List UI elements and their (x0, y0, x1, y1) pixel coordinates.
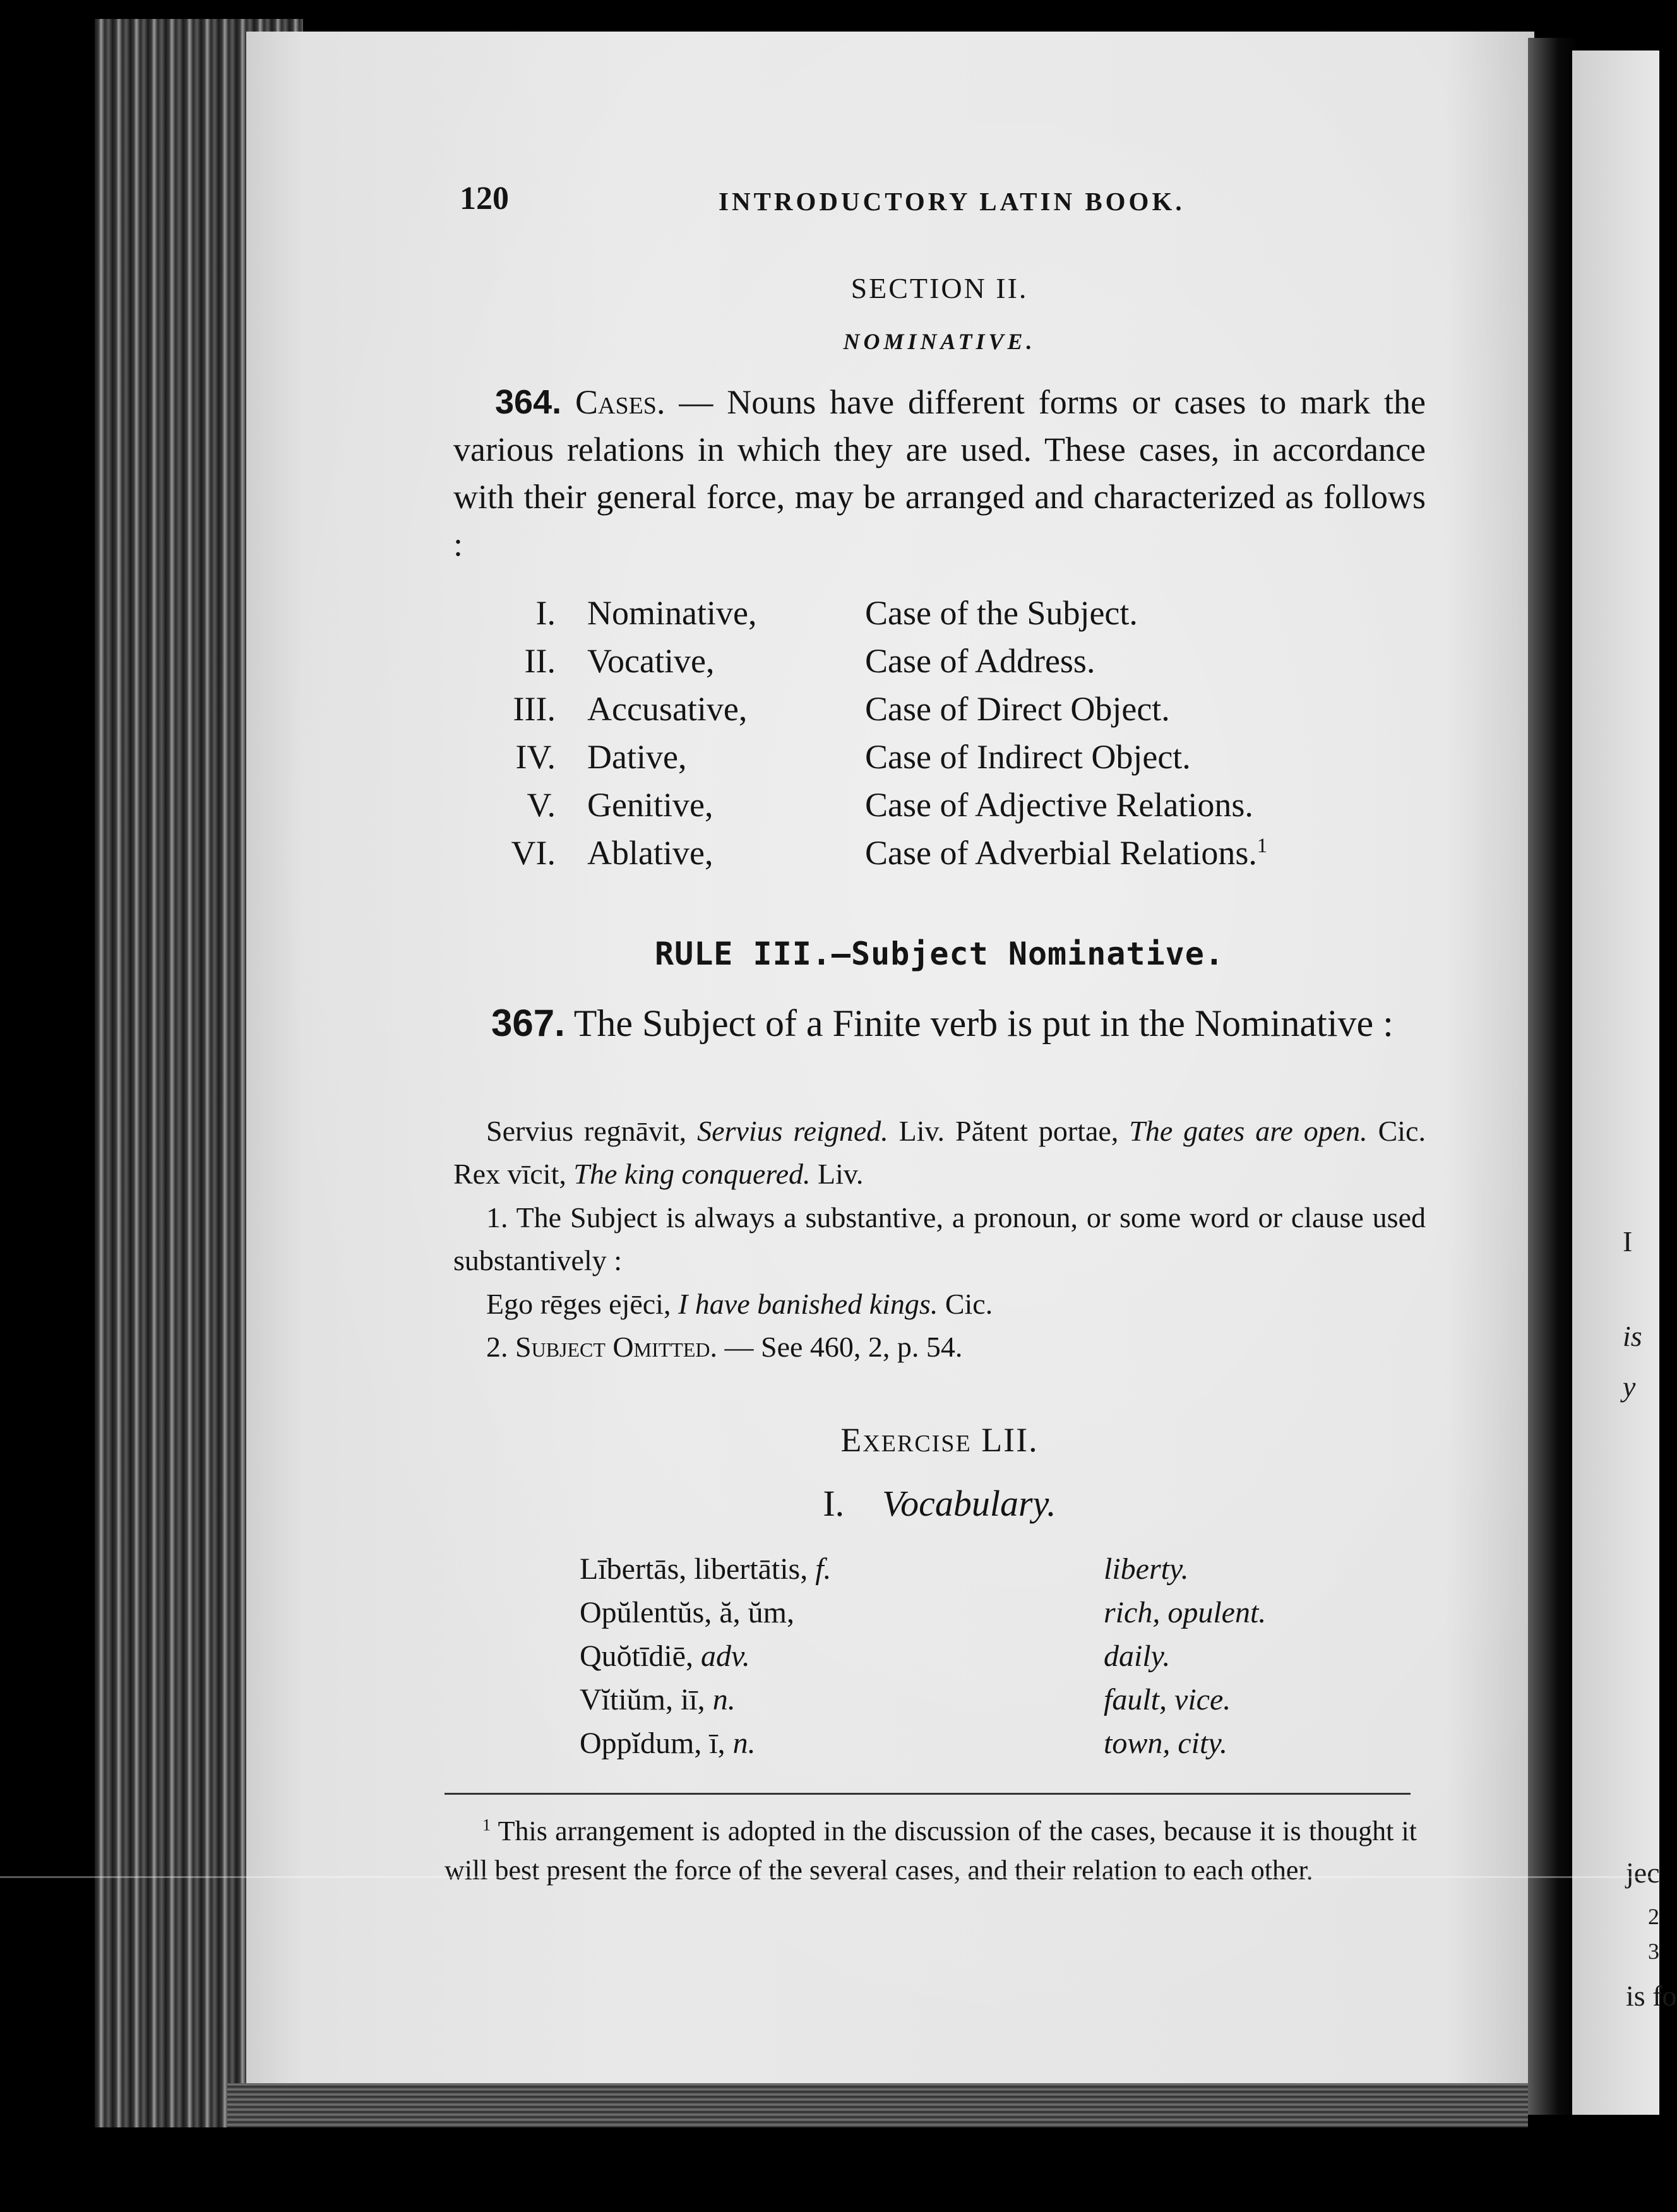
latin-example: Rex vīcit, (453, 1158, 574, 1190)
case-row (480, 689, 1364, 737)
footnote-marker: 1 (482, 1815, 491, 1834)
latin-word: Lībertās, libertātis, (580, 1552, 816, 1586)
case-description: Case of Address. (865, 642, 1095, 680)
vocabulary-number: I. (823, 1483, 845, 1524)
exercise-title: Exercise LII. (840, 1421, 1039, 1459)
page-number: 120 (460, 181, 509, 217)
case-name: Genitive, (587, 786, 713, 824)
book-title: INTRODUCTORY LATIN BOOK. (719, 187, 1185, 216)
example-block-1 (453, 1110, 1426, 1196)
english-translation: I have banished kings. (677, 1288, 938, 1320)
paragraph-text: The Subject of a Finite verb is put in the Nominative : (564, 1002, 1394, 1044)
case-name: Vocative, (587, 642, 715, 680)
grammar-tag: n. (712, 1683, 736, 1716)
facing-page-fragment: y (1623, 1371, 1636, 1403)
vocabulary-english: fault, vice. (1104, 1683, 1231, 1716)
case-description: Case of the Subject. (865, 594, 1138, 632)
note-text: — See 460, 2, p. 54. (717, 1331, 963, 1363)
facing-page-fragment: I (1623, 1225, 1633, 1258)
grammar-tag: f. (815, 1552, 832, 1586)
latin-word: Quŏtīdiē, (580, 1639, 701, 1673)
book-gutter (1528, 38, 1579, 2115)
vocabulary-latin (580, 1639, 750, 1674)
footnote (445, 1812, 1417, 1890)
facing-page-edge (1572, 51, 1677, 2115)
vocabulary-latin (580, 1682, 736, 1717)
vocabulary-heading (453, 1482, 1426, 1525)
note-number: 2. (486, 1331, 515, 1363)
latin-example: Servius regnāvit, (486, 1115, 698, 1147)
case-description-text: Case of Adverbial Relations. (865, 834, 1257, 872)
case-numeral: VI. (511, 834, 556, 872)
vocabulary-english: liberty. (1104, 1552, 1189, 1586)
paragraph-364 (453, 379, 1426, 568)
vocabulary-latin (580, 1595, 794, 1630)
case-name: Dative, (587, 738, 687, 776)
case-numeral: I. (535, 594, 556, 632)
source-citation: Cic. (1367, 1115, 1426, 1147)
latin-example: Pătent portae, (955, 1115, 1130, 1147)
case-description: Case of Direct Object. (865, 690, 1170, 728)
cases-table (480, 593, 1364, 881)
facing-page-fragment: is fo (1626, 1980, 1677, 2012)
case-row (480, 737, 1364, 785)
english-translation: The gates are open. (1129, 1115, 1368, 1147)
case-row (480, 833, 1364, 881)
case-row (480, 785, 1364, 833)
case-numeral: II. (524, 642, 556, 680)
vocabulary-english: daily. (1104, 1639, 1171, 1673)
vocabulary-row (580, 1682, 1400, 1726)
footnote-divider (445, 1793, 1411, 1795)
latin-word: Vĭtiŭm, iī, (580, 1683, 713, 1716)
paragraph-number: 367. (491, 1002, 565, 1044)
latin-word: Oppĭdum, ī, (580, 1727, 733, 1760)
case-description: Case of Adjective Relations. (865, 786, 1253, 824)
source-citation: Cic. (938, 1288, 993, 1320)
vocabulary-row (580, 1639, 1400, 1682)
vocabulary-english: rich, opulent. (1104, 1596, 1267, 1629)
facing-page-fragment: 3 (1648, 1939, 1659, 1964)
source-citation: Liv. (810, 1158, 864, 1190)
scan-artifact-line (0, 1876, 1659, 1878)
section-title: SECTION II. (850, 272, 1029, 304)
case-name: Accusative, (587, 690, 748, 728)
paragraph-367 (453, 996, 1426, 1050)
paragraph-text: — Nouns have different forms or cases to mark the various relations in which they are used. These cases, in accordance with their general force, may be arranged and characterized as follows : (453, 383, 1426, 563)
page-bottom-edge (227, 2083, 1528, 2127)
vocabulary-list (580, 1552, 1400, 1769)
case-numeral: V. (527, 786, 556, 824)
case-numeral: III. (513, 690, 556, 728)
source-citation: Liv. (888, 1115, 955, 1147)
latin-example: Ego rēges ejēci, (486, 1288, 678, 1320)
case-description (865, 833, 1267, 872)
vocabulary-english: town, city. (1104, 1727, 1227, 1760)
paragraph-heading: Cases. (575, 383, 665, 421)
footnote-text: This arrangement is adopted in the discussion of the cases, because it is thought it will best present the force of the several cases, and their relation to each other. (445, 1816, 1417, 1886)
case-description: Case of Indirect Object. (865, 738, 1191, 776)
case-numeral: IV. (515, 738, 556, 776)
facing-page-fragment: is (1623, 1320, 1642, 1352)
vocabulary-row (580, 1595, 1400, 1639)
vocabulary-row (580, 1726, 1400, 1769)
vocabulary-latin (580, 1552, 832, 1586)
example-block-2 (453, 1283, 1459, 1326)
note-2 (453, 1326, 1459, 1369)
vocabulary-title: Vocabulary. (882, 1483, 1056, 1524)
case-row (480, 593, 1364, 641)
grammar-tag: adv. (700, 1639, 750, 1673)
english-translation: The king conquered. (573, 1158, 811, 1190)
grammar-tag: n. (732, 1727, 756, 1760)
case-row (480, 641, 1364, 689)
note-1: 1. The Subject is always a substantive, a pronoun, or some word or clause used substantively : (453, 1201, 1426, 1276)
section-subtitle: NOMINATIVE. (843, 329, 1036, 354)
vocabulary-row (580, 1552, 1400, 1595)
running-head (453, 180, 1426, 224)
rule-heading: RULE III.—Subject Nominative. (655, 936, 1224, 972)
case-name: Ablative, (587, 834, 713, 872)
facing-page-fragment: 2 (1648, 1904, 1659, 1929)
facing-page-fragment: jec (1626, 1857, 1660, 1889)
note-heading: Subject Omitted. (515, 1331, 718, 1363)
case-name: Nominative, (587, 594, 757, 632)
latin-word: Opŭlentŭs, ă, ŭm, (580, 1596, 794, 1629)
footnote-marker: 1 (1256, 835, 1268, 857)
vocabulary-latin (580, 1726, 756, 1761)
paragraph-number: 364. (495, 383, 562, 421)
english-translation: Servius reigned. (697, 1115, 888, 1147)
